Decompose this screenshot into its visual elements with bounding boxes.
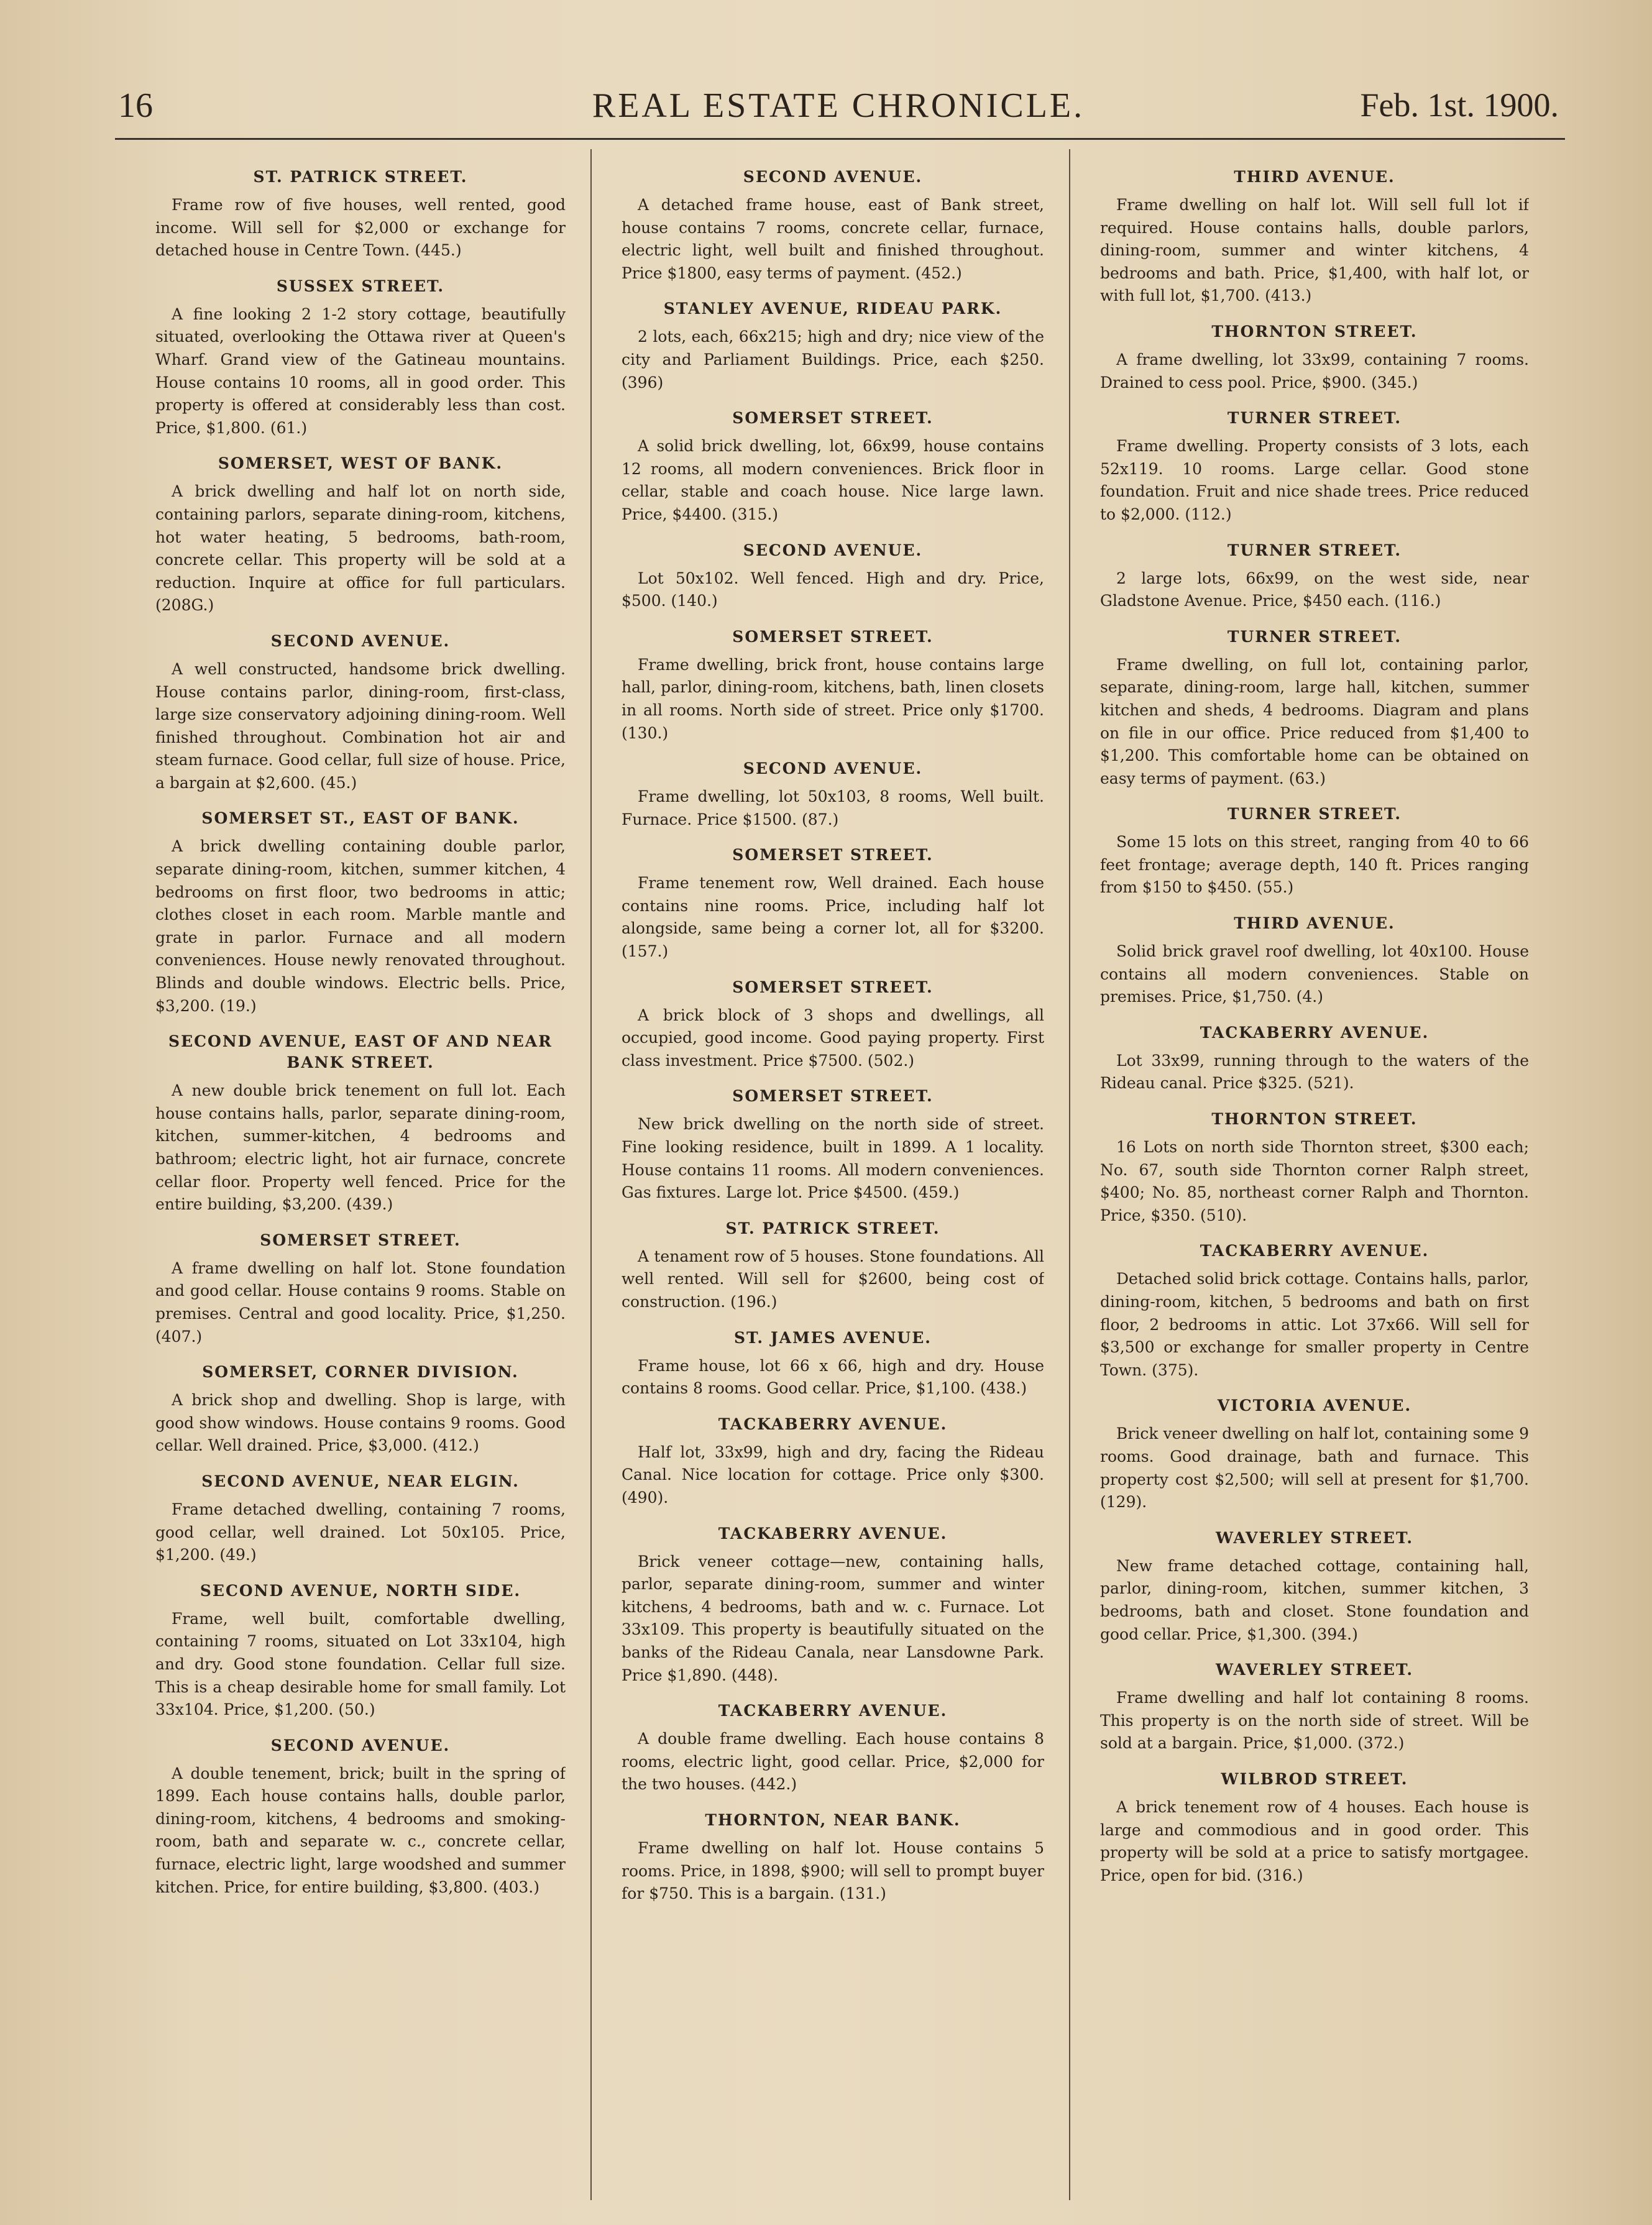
property-listing	[155, 1362, 566, 1457]
listing-heading: WAVERLEY STREET.	[1215, 1528, 1414, 1547]
listing-heading: TACKABERRY AVENUE.	[718, 1524, 948, 1543]
listing-text: A brick dwelling containing double parlor, separate dining-room, kitchen, summer kitchen, 4 bedrooms on first floor, two bedrooms in attic; clothes closet in each room. Marble mantle and grate in parlor. Furnace and all modern conveniences. House newly renovated throughout. Blinds and double windows. Electric bells. Price, $3,200. (19.)	[155, 837, 566, 1015]
listing-text: A double frame dwelling. Each house contains 8 rooms, electric light, good cellar. Price, $2,000 for the two houses. (442.)	[622, 1730, 1044, 1794]
listing-heading: SOMERSET STREET.	[732, 846, 934, 865]
listing-heading: THORNTON, NEAR BANK.	[705, 1810, 961, 1829]
property-listing	[622, 408, 1044, 526]
listing-text: A brick block of 3 shops and dwellings, all occupied, good income. Good paying property. First class investment. Price $7500. (502.)	[622, 1006, 1044, 1070]
listing-text: Half lot, 33x99, high and dry, facing the Rideau Canal. Nice location for cottage. Price only $300. (490).	[622, 1443, 1044, 1507]
listing-heading: SOMERSET, WEST OF BANK.	[218, 454, 503, 473]
listing-text: Brick veneer cottage—new, containing halls, parlor, separate dining-room, summer and winter kitchens, 4 bedrooms, bath and w. c. Furnace. Lot 33x109. This property is beautifully situated on the banks of the Rideau Canala, near Lansdowne Park. Price $1,890. (448).	[622, 1552, 1044, 1684]
property-listing	[1100, 804, 1529, 899]
listing-heading: VICTORIA AVENUE.	[1217, 1397, 1412, 1415]
listing-heading: SECOND AVENUE.	[270, 631, 451, 650]
property-listing	[1100, 540, 1529, 613]
listing-heading: WAVERLEY STREET.	[1215, 1661, 1414, 1679]
property-listing	[1100, 1022, 1529, 1095]
column-1	[155, 167, 566, 2180]
header-rule	[115, 138, 1565, 140]
listing-heading: SOMERSET STREET.	[732, 627, 934, 646]
listing-heading: THIRD AVENUE.	[1234, 168, 1395, 186]
property-listing	[622, 1414, 1044, 1510]
property-listing	[155, 1580, 566, 1722]
listing-text: Lot 33x99, running through to the waters of the Rideau canal. Price $325. (521).	[1100, 1051, 1529, 1093]
property-listing	[622, 626, 1044, 745]
listing-text: 16 Lots on north side Thornton street, $300 each; No. 67, south side Thornton corner Ralph street, $400; No. 85, northeast corner Ralph and Thornton. Price, $350. (510).	[1100, 1138, 1529, 1224]
listing-heading: TURNER STREET.	[1227, 805, 1402, 823]
publication-title: REAL ESTATE CHRONICLE.	[592, 86, 1085, 125]
property-listing	[622, 977, 1044, 1073]
listing-heading: STANLEY AVENUE, RIDEAU PARK.	[663, 300, 1003, 318]
listing-heading: THORNTON STREET.	[1211, 322, 1418, 341]
property-listing	[622, 298, 1044, 394]
listing-heading: TACKABERRY AVENUE.	[718, 1702, 948, 1720]
listing-text: Solid brick gravel roof dwelling, lot 40x100. House contains all modern conveniences. Stable on premises. Price, $1,750. (4.)	[1100, 942, 1529, 1006]
listing-text: A new double brick tenement on full lot. Each house contains halls, parlor, separate dining-room, kitchen, summer-kitchen, 4 bedrooms and bathroom; electric light, hot air furnace, concrete cellar floor. Property well fenced. Price for the entire building, $3,200. (439.)	[155, 1081, 566, 1214]
listing-text: A brick dwelling and half lot on north side, containing parlors, separate dining-room, kitchens, hot water heating, 5 bedrooms, bath-room, concrete cellar. This property will be sold at a reduction. Inquire at office for full particulars. (208G.)	[155, 482, 566, 615]
listing-heading: SOMERSET, CORNER DIVISION.	[202, 1363, 519, 1382]
listing-text: A tenament row of 5 houses. Stone foundations. All well rented. Will sell for $2600, being cost of construction. (196.)	[622, 1247, 1044, 1311]
listing-text: Frame dwelling, brick front, house contains large hall, parlor, dining-room, kitchens, bath, linen closets in all rooms. North side of street. Price only $1700. (130.)	[622, 655, 1044, 742]
listing-text: A double tenement, brick; built in the spring of 1899. Each house contains halls, double parlor, dining-room, kitchens, 4 bedrooms and smoking-room, bath and separate w. c., concrete cellar, furnace, electric light, large woodshed and summer kitchen. Price, for entire building, $3,800. (403.)	[155, 1764, 566, 1896]
property-listing	[622, 167, 1044, 285]
listing-heading: SECOND AVENUE, EAST OF AND NEAR BANK STREET.	[168, 1032, 553, 1072]
listing-text: Frame row of five houses, well rented, good income. Will sell for $2,000 or exchange for detached house in Centre Town. (445.)	[155, 196, 566, 260]
listing-heading: ST. JAMES AVENUE.	[734, 1328, 932, 1347]
column-divider	[590, 149, 592, 2200]
listing-text: Frame dwelling and half lot containing 8 rooms. This property is on the north side of street. Will be sold at a bargain. Price, $1,000. (372.)	[1100, 1689, 1529, 1753]
listing-text: New frame detached cottage, containing hall, parlor, dining-room, kitchen, summer kitchen, 3 bedrooms, bath and closet. Stone foundation and good cellar. Price, $1,300. (394.)	[1100, 1556, 1529, 1643]
listing-text: Some 15 lots on this street, ranging from 40 to 66 feet frontage; average depth, 140 ft. Prices ranging from $150 to $450. (55.)	[1100, 833, 1529, 897]
property-listing	[1100, 1395, 1529, 1513]
property-listing	[1100, 913, 1529, 1009]
page-number: 16	[118, 86, 153, 125]
property-listing	[155, 808, 566, 1017]
listing-text: Frame tenement row, Well drained. Each house contains nine rooms. Price, including half lot alongside, same being a corner lot, all for $3200. (157.)	[622, 874, 1044, 961]
property-listing	[155, 1471, 566, 1567]
property-listing	[1100, 1109, 1529, 1227]
listing-text: Brick veneer dwelling on half lot, containing some 9 rooms. Good drainage, bath and furnace. This property cost $2,500; will sell at present for $1,700. (129).	[1100, 1424, 1529, 1512]
property-listing	[622, 1523, 1044, 1687]
listing-heading: SECOND AVENUE, NORTH SIDE.	[200, 1581, 521, 1600]
listing-text: A brick tenement row of 4 houses. Each house is large and commodious and in good order. This property will be sold at a price to satisfy mortgagee. Price, open for bid. (316.)	[1100, 1797, 1529, 1884]
listing-text: A frame dwelling on half lot. Stone foundation and good cellar. House contains 9 rooms. Stable on premises. Central and good locality. Price, $1,250. (407.)	[155, 1259, 566, 1346]
property-listing	[1100, 408, 1529, 526]
listing-heading: THIRD AVENUE.	[1234, 914, 1395, 933]
property-listing	[622, 1328, 1044, 1400]
listing-text: A frame dwelling, lot 33x99, containing 7 rooms. Drained to cess pool. Price, $900. (345.)	[1100, 350, 1529, 392]
listing-text: Frame, well built, comfortable dwelling, containing 7 rooms, situated on Lot 33x104, high and dry. Good stone foundation. Cellar full size. This is a cheap desirable home for small family. Lot 33x104. Price, $1,200. (50.)	[155, 1609, 566, 1719]
listing-heading: SOMERSET STREET.	[260, 1231, 461, 1249]
listing-heading: TURNER STREET.	[1227, 541, 1402, 559]
property-listing	[155, 276, 566, 440]
column-2	[622, 167, 1044, 2180]
listing-text: Detached solid brick cottage. Contains halls, parlor, dining-room, kitchen, 5 bedrooms and bath on first floor, 2 bedrooms in attic. Lot 37x66. Will sell for $3,500 or exchange for smaller property in Centre Town. (375).	[1100, 1270, 1529, 1379]
listing-heading: ST. PATRICK STREET.	[253, 168, 468, 186]
listing-text: Frame dwelling on half lot. House contains 5 rooms. Price, in 1898, $900; will sell to prompt buyer for $750. This is a bargain. (131.)	[622, 1838, 1044, 1903]
property-listing	[622, 1086, 1044, 1204]
listing-heading: TURNER STREET.	[1227, 409, 1402, 428]
listing-text: A fine looking 2 1-2 story cottage, beautifully situated, overlooking the Ottawa river at Queen's Wharf. Grand view of the Gatineau mountains. House contains 10 rooms, all in good order. This property is offered at considerably less than cost. Price, $1,800. (61.)	[155, 305, 566, 437]
listing-text: A detached frame house, east of Bank street, house contains 7 rooms, concrete cellar, furnace, electric light, well built and finished throughout. Price $1800, easy terms of payment. (452.)	[622, 196, 1044, 282]
listing-heading: TACKABERRY AVENUE.	[1200, 1242, 1429, 1260]
listing-heading: SECOND AVENUE.	[743, 168, 923, 186]
property-listing	[155, 167, 566, 262]
property-listing	[622, 1218, 1044, 1314]
listing-heading: WILBROD STREET.	[1221, 1769, 1408, 1788]
listing-text: A solid brick dwelling, lot, 66x99, house contains 12 rooms, all modern conveniences. Brick floor in cellar, stable and coach house. Nice large lawn. Price, $4400. (315.)	[622, 437, 1044, 523]
listing-heading: SOMERSET ST., EAST OF BANK.	[201, 809, 520, 828]
listing-text: Frame dwelling. Property consists of 3 lots, each 52x119. 10 rooms. Large cellar. Good stone foundation. Fruit and nice shade trees. Price reduced to $2,000. (112.)	[1100, 437, 1529, 523]
property-listing	[622, 845, 1044, 963]
listing-heading: SOMERSET STREET.	[732, 978, 934, 996]
property-listing	[1100, 626, 1529, 791]
property-listing	[1100, 1769, 1529, 1887]
property-listing	[622, 1700, 1044, 1796]
issue-date: Feb. 1st. 1900.	[1360, 86, 1559, 124]
listing-heading: SECOND AVENUE, NEAR ELGIN.	[201, 1472, 520, 1490]
listing-heading: SOMERSET STREET.	[732, 1087, 934, 1106]
listing-text: 2 large lots, 66x99, on the west side, near Gladstone Avenue. Price, $450 each. (116.)	[1100, 569, 1529, 610]
listing-heading: THORNTON STREET.	[1211, 1110, 1418, 1129]
page-header	[118, 86, 1559, 142]
listing-heading: SECOND AVENUE.	[743, 541, 923, 559]
property-listing	[1100, 321, 1529, 394]
listing-heading: SOMERSET STREET.	[732, 409, 934, 428]
listing-heading: SECOND AVENUE.	[270, 1736, 451, 1755]
property-listing	[1100, 1659, 1529, 1755]
property-listing	[622, 540, 1044, 613]
listing-text: A brick shop and dwelling. Shop is large, with good show windows. House contains 9 rooms. Good cellar. Well drained. Price, $3,000. (412.)	[155, 1391, 566, 1455]
listing-heading: TURNER STREET.	[1227, 627, 1402, 646]
property-listing	[1100, 1528, 1529, 1646]
property-listing	[155, 1031, 566, 1216]
listing-text: Frame detached dwelling, containing 7 rooms, good cellar, well drained. Lot 50x105. Price, $1,200. (49.)	[155, 1500, 566, 1564]
listing-text: New brick dwelling on the north side of street. Fine looking residence, built in 1899. A 1 locality. House contains 11 rooms. All modern conveniences. Gas fixtures. Large lot. Price $4500. (459.)	[622, 1115, 1044, 1202]
property-listing	[155, 453, 566, 617]
listing-heading: TACKABERRY AVENUE.	[1200, 1023, 1429, 1042]
column-3	[1100, 167, 1529, 2180]
listing-text: Lot 50x102. Well fenced. High and dry. Price, $500. (140.)	[622, 569, 1044, 610]
listing-heading: SECOND AVENUE.	[743, 759, 923, 778]
listing-text: Frame dwelling, on full lot, containing parlor, separate, dining-room, large hall, kitchen, summer kitchen and sheds, 4 bedrooms. Diagram and plans on file in our office. Price reduced from $1,400 to $1,200. This comfortable home can be obtained on easy terms of payment. (63.)	[1100, 655, 1529, 787]
listing-heading: TACKABERRY AVENUE.	[718, 1415, 948, 1433]
property-listing	[1100, 1241, 1529, 1382]
property-listing	[622, 758, 1044, 831]
listing-text: Frame dwelling, lot 50x103, 8 rooms, Well built. Furnace. Price $1500. (87.)	[622, 787, 1044, 828]
property-listing	[155, 1735, 566, 1899]
listing-heading: ST. PATRICK STREET.	[725, 1219, 940, 1237]
column-divider	[1069, 149, 1070, 2200]
listing-heading: SUSSEX STREET.	[276, 277, 445, 295]
property-listing	[1100, 167, 1529, 308]
listing-text: 2 lots, each, 66x215; high and dry; nice view of the city and Parliament Buildings. Price, each $250. (396)	[622, 328, 1044, 392]
listing-text: A well constructed, handsome brick dwelling. House contains parlor, dining-room, first-class, large size conservatory adjoining dining-room. Well finished throughout. Combination hot air and steam furnace. Good cellar, full size of house. Price, a bargain at $2,600. (45.)	[155, 659, 566, 792]
listing-text: Frame house, lot 66 x 66, high and dry. House contains 8 rooms. Good cellar. Price, $1,100. (438.)	[622, 1356, 1044, 1398]
property-listing	[622, 1810, 1044, 1906]
listing-text: Frame dwelling on half lot. Will sell full lot if required. House contains halls, double parlors, dining-room, summer and winter kitchens, 4 bedrooms and bath. Price, $1,400, with half lot, or with full lot, $1,700. (413.)	[1100, 196, 1529, 305]
property-listing	[155, 1230, 566, 1348]
property-listing	[155, 631, 566, 795]
